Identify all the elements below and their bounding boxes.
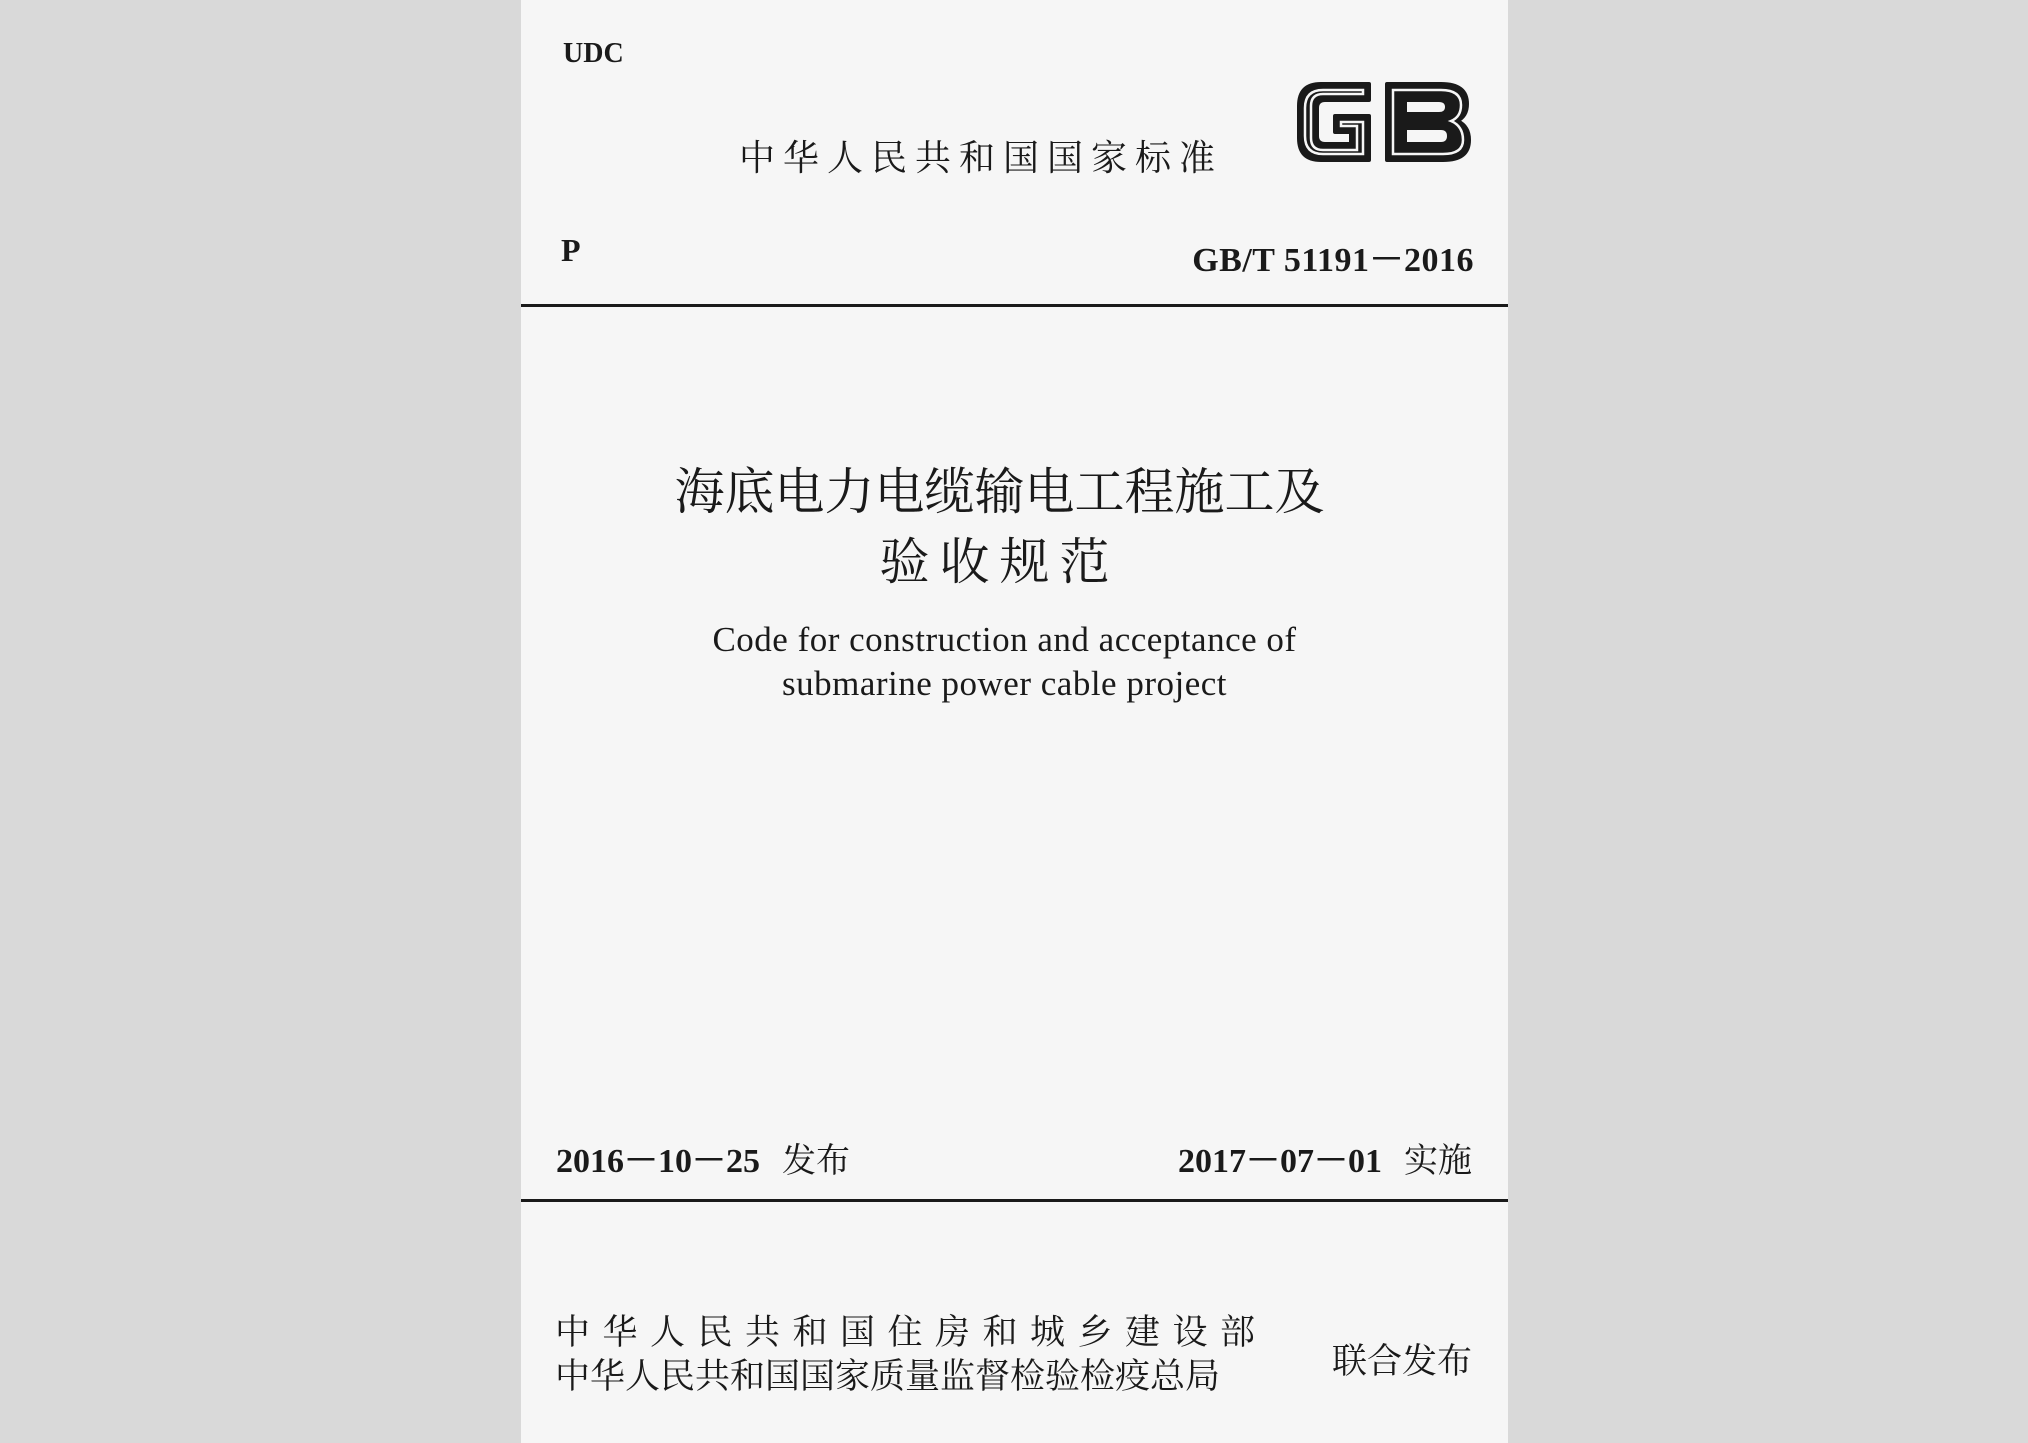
standard-cover-page [521, 0, 1508, 1443]
udc-label: UDC [563, 38, 624, 69]
country-standard-heading: 中华人民共和国国家标准 [739, 138, 1224, 179]
top-divider [521, 304, 1508, 307]
standard-number: GB/T 51191－2016 [1192, 242, 1474, 279]
gb-logo-icon [1291, 72, 1476, 172]
joint-issue-label: 联合发布 [1331, 1342, 1472, 1382]
issuer-quality-inspection: 中华人民共和国国家质量监督检验检疫总局 [555, 1357, 1221, 1397]
bottom-divider [521, 1199, 1508, 1202]
issue-date-block [556, 1133, 850, 1182]
implementation-date-block [1178, 1133, 1472, 1182]
title-english-line-2: submarine power cable project [781, 664, 1227, 703]
issue-label: 发布 [782, 1141, 850, 1181]
title-chinese-line-1: 海底电力电缆输电工程施工及 [674, 463, 1325, 521]
title-english-line-1: Code for construction and acceptance of [712, 620, 1297, 659]
implementation-date: 2017－07－01 [1178, 1143, 1382, 1180]
implementation-label: 实施 [1404, 1141, 1472, 1181]
category-code: P [561, 232, 581, 268]
issuer-ministry-housing: 中华人民共和国住房和城乡建设部 [555, 1313, 1268, 1353]
title-chinese-line-2: 验收规范 [879, 533, 1120, 591]
issue-date: 2016－10－25 [556, 1143, 760, 1180]
